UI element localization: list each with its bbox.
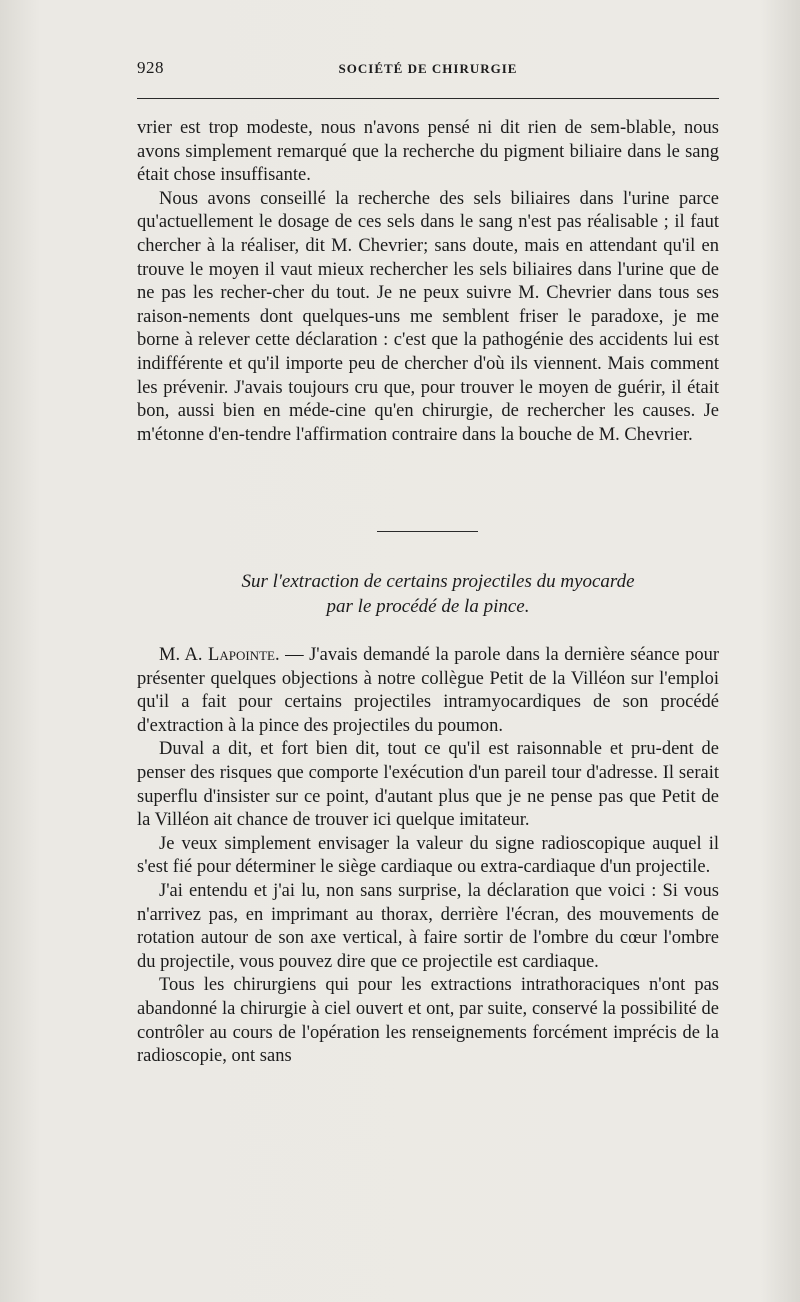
article-title-line-1: Sur l'extraction de certains projectiles du myocarde (241, 571, 635, 592)
paragraph: vrier est trop modeste, nous n'avons pensé ni dit rien de sem-blable, nous avons simplement remarqué que la recherche du pigment biliaire dans le sang était chose insuffisante. (137, 118, 719, 186)
paragraph: Duval a dit, et fort bien dit, tout ce qu'il est raisonnable et pru-dent de penser des risques que comporte l'exécution d'un pareil tour d'adresse. Il serait superflu d'insister sur ce point, d'autant plus que je ne pense pas que Petit de la Villéon ait chance de trouver ici quelque imitateur. (137, 739, 719, 831)
paragraph: J'ai entendu et j'ai lu, non sans surprise, la déclaration que voici : Si vous n'arrivez pas, en imprimant au thorax, derrière l'écran, des mouvements de rotation autour de son axe vertical, à faire sortir de l'ombre du cœur l'ombre du projectile, vous pouvez dire que ce projectile est cardiaque. (137, 880, 719, 972)
section-divider (377, 531, 478, 532)
article-title (137, 569, 719, 619)
page-number: 928 (137, 58, 164, 77)
article-title-line-2: par le procédé de la pince. (326, 596, 530, 617)
speaker-dash: . — (274, 645, 310, 665)
paragraph-first (137, 644, 719, 738)
previous-discussion-text (137, 117, 719, 447)
header-rule (137, 98, 719, 99)
paragraph-text: J'avais demandé la parole dans la dernière séance pour présenter quelques objections à notre collègue Petit de la Villéon sur l'emploi qu'il a fait pour certains projectiles intramyocardiques de son procédé d'extraction à la pince des projectiles du poumon. (137, 645, 720, 736)
article-body (137, 644, 719, 1069)
speaker-initial: M. A. (159, 645, 203, 665)
paragraph: Tous les chirurgiens qui pour les extractions intrathoraciques n'ont pas abandonné la chirurgie à ciel ouvert et ont, par suite, conservé la possibilité de contrôler au cours de l'opération les renseignements forcément imprécis de la radioscopie, ont sans (137, 975, 719, 1067)
paragraph: Nous avons conseillé la recherche des sels biliaires dans l'urine parce qu'actuellement le dosage de ces sels dans le sang n'est pas réalisable ; il faut chercher à la réaliser, dit M. Chevrier; sans doute, mais en attendant qu'il en trouve le moyen il vaut mieux rechercher les sels biliaires dans l'urine que de ne pas les recher-cher du tout. Je ne peux suivre M. Chevrier dans tous ses raison-nements dont quelques-uns me semblent friser le paradoxe, je me borne à relever cette déclaration : c'est que la pathogénie des accidents lui est indifférente et qu'il importe peu de chercher d'où ils viennent. Mais comment les prévenir. J'avais toujours cru que, pour trouver le moyen de guérir, il était bon, aussi bien en méde-cine qu'en chirurgie, de rechercher les causes. Je m'étonne d'en-tendre l'affirmation contraire dans la bouche de M. Chevrier. (137, 188, 719, 445)
speaker-surname: Lapointe (208, 645, 275, 665)
paragraph: Je veux simplement envisager la valeur du signe radioscopique auquel il s'est fié pour déterminer le siège cardiaque ou extra-cardiaque d'un projectile. (137, 833, 719, 878)
running-title: SOCIÉTÉ DE CHIRURGIE (338, 61, 518, 76)
page-header (137, 58, 719, 84)
